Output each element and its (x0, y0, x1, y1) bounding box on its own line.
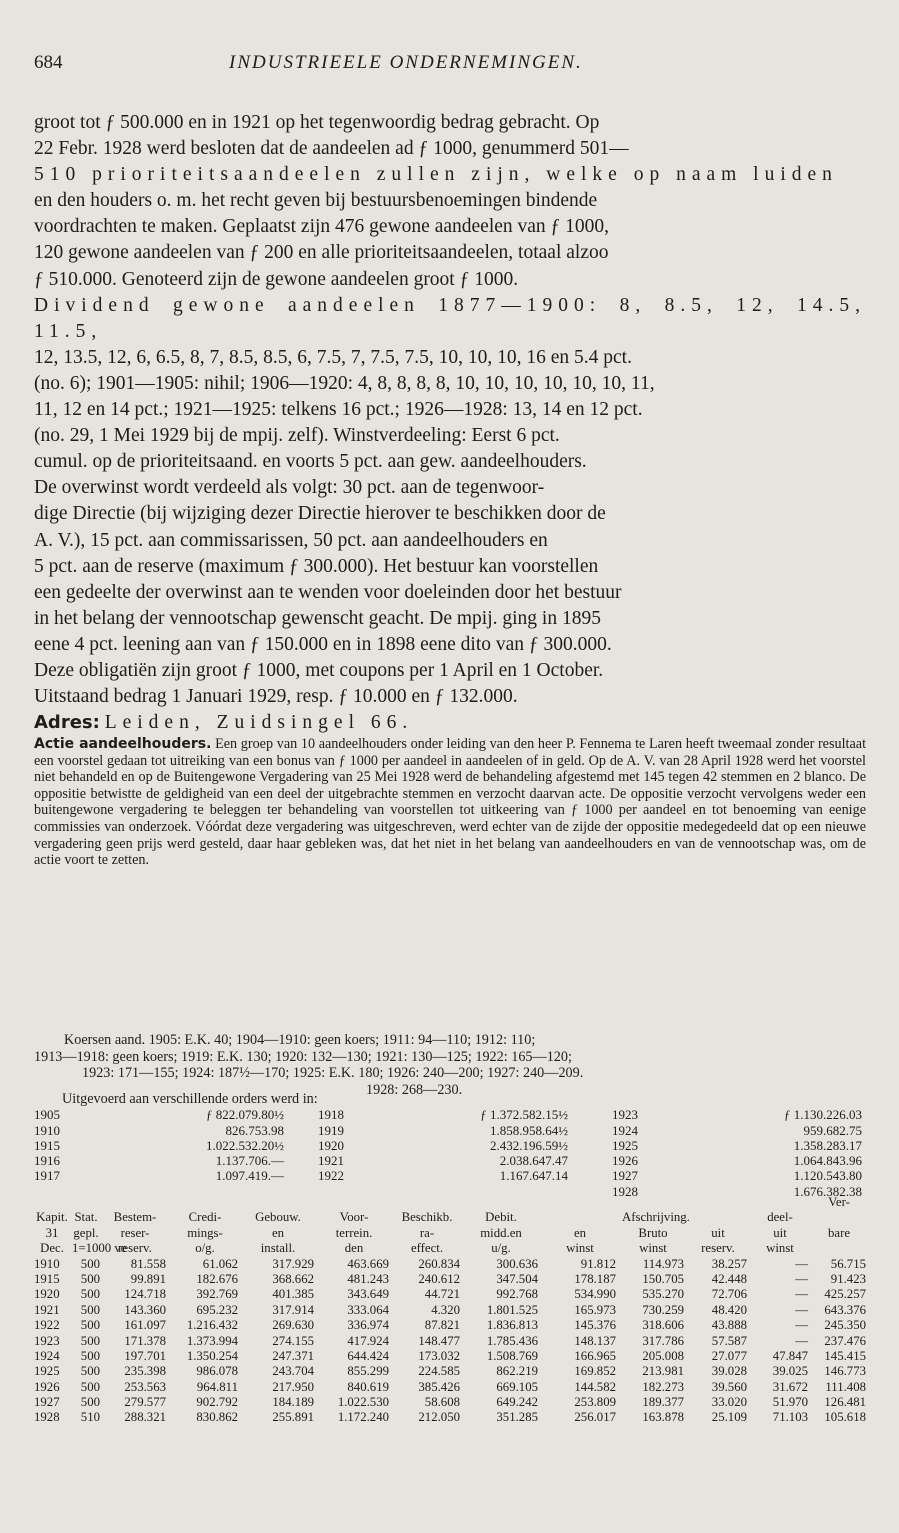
orders-row (34, 1107, 866, 1122)
orders-section (34, 1092, 866, 1199)
table-cell: 243.704 (272, 1364, 314, 1379)
table-cell: — (795, 1256, 808, 1271)
table-cell: 169.852 (574, 1364, 616, 1379)
page-number: 684 (34, 52, 63, 73)
table-cell: 48.420 (711, 1302, 747, 1317)
table-cell: 343.649 (347, 1287, 389, 1302)
text-line: (no. 29, 1 Mei 1929 bij de mpij. zelf). Winstverdeeling: Eerst 6 pct. (34, 425, 560, 447)
table-cell: 902.792 (196, 1395, 238, 1410)
table-row (34, 1380, 866, 1395)
main-text (34, 110, 866, 736)
address-line (34, 710, 866, 736)
table-cell: 500 (80, 1318, 100, 1333)
table-cell: 165.973 (574, 1302, 616, 1317)
table-cell: 500 (80, 1395, 100, 1410)
address-label: Adres: (34, 712, 100, 734)
table-cell: 649.242 (496, 1395, 538, 1410)
orders-cell: 826.753.98 (225, 1122, 284, 1138)
orders-cell: 959.682.75 (803, 1122, 862, 1138)
table-row (34, 1287, 866, 1302)
financial-table (34, 1195, 866, 1426)
table-row (34, 1303, 866, 1318)
column-header: Gebouw. (255, 1210, 301, 1225)
table-cell: 143.360 (124, 1302, 166, 1317)
table-cell: 392.769 (196, 1287, 238, 1302)
table-cell: 163.878 (642, 1410, 684, 1425)
table-row (34, 1349, 866, 1364)
table-cell: 184.189 (272, 1395, 314, 1410)
column-header: 1=1000 ve (72, 1241, 127, 1256)
column-header: uit (711, 1225, 725, 1240)
table-cell: 39.028 (711, 1364, 747, 1379)
column-header: Ver- (828, 1195, 850, 1209)
table-cell: 500 (80, 1348, 100, 1363)
table-cell: 240.612 (418, 1271, 460, 1286)
table-cell: 42.448 (711, 1271, 747, 1286)
table-cell: 274.155 (272, 1333, 314, 1348)
table-cell: 91.812 (580, 1256, 616, 1271)
table-cell: 500 (80, 1379, 100, 1394)
table-cell: 61.062 (202, 1256, 238, 1271)
table-cell: 247.371 (272, 1348, 314, 1363)
table-cell: 333.064 (347, 1302, 389, 1317)
table-cell: 481.243 (347, 1271, 389, 1286)
table-cell: 38.257 (711, 1256, 747, 1271)
table-cell: 145.376 (574, 1318, 616, 1333)
table-cell: 161.097 (124, 1318, 166, 1333)
table-cell: 1.836.813 (486, 1318, 538, 1333)
orders-cell: 1.022.532.20½ (206, 1137, 284, 1153)
text-line: eene 4 pct. leening aan van ƒ 150.000 en in 1898 eene dito van ƒ 300.000. (34, 633, 612, 655)
table-cell: 27.077 (711, 1348, 747, 1363)
table-cell: — (795, 1333, 808, 1348)
table-cell: 1.508.769 (486, 1348, 538, 1363)
table-cell: 1928 (34, 1410, 60, 1425)
table-cell: 862.219 (496, 1364, 538, 1379)
orders-row (34, 1138, 866, 1153)
table-cell: 317.786 (642, 1333, 684, 1348)
column-header: Bestem- (113, 1210, 157, 1225)
orders-cell: 1.120.543.80 (793, 1168, 862, 1184)
orders-cell: 1921 (318, 1153, 344, 1169)
column-header: terrein. (335, 1225, 373, 1240)
table-cell: 964.811 (196, 1379, 238, 1394)
table-cell: 695.232 (196, 1302, 238, 1317)
table-cell: 669.105 (496, 1379, 538, 1394)
text-line: in het belang der vennootschap gewenscht geacht. De mpij. ging in 1895 (34, 607, 601, 629)
column-header: en (573, 1225, 587, 1240)
orders-cell: 1927 (612, 1168, 638, 1184)
orders-cell: 1920 (318, 1137, 344, 1153)
orders-cell: 1917 (34, 1168, 60, 1184)
text-line: Dividend gewone aandeelen 1877—1900: 8, 8.5, 12, 14.5, 11.5, (34, 294, 866, 342)
table-cell: 840.619 (347, 1379, 389, 1394)
column-header: winst (766, 1241, 794, 1256)
table-cell: — (795, 1271, 808, 1286)
orders-row (34, 1153, 866, 1168)
table-cell: 43.888 (711, 1318, 747, 1333)
column-header: Stat. (74, 1210, 98, 1225)
column-header: midd.en (480, 1225, 522, 1240)
koersen-line: 1928: 268—230. (366, 1081, 463, 1098)
table-cell: 535.270 (642, 1287, 684, 1302)
table-cell: 178.187 (574, 1271, 616, 1286)
table-cell: 1923 (34, 1333, 60, 1348)
table-cell: 146.773 (824, 1364, 866, 1379)
orders-cell: 1928 (612, 1183, 638, 1199)
column-header: reser- (120, 1225, 150, 1240)
orders-cell: 2.432.196.59½ (490, 1137, 568, 1153)
table-header-row (34, 1241, 866, 1256)
orders-cell: ƒ 1.130.226.03 (784, 1107, 862, 1123)
text-line: 5 pct. aan de reserve (maximum ƒ 300.000). Het bestuur kan voorstellen (34, 555, 599, 577)
table-cell: — (795, 1287, 808, 1302)
text-line: (no. 6); 1901—1905: nihil; 1906—1920: 4, 8, 8, 8, 8, 10, 10, 10, 10, 10, 10, 11, (34, 372, 655, 394)
table-cell: 71.103 (772, 1410, 808, 1425)
koersen-line: Koersen aand. 1905: E.K. 40; 1904—1910: geen koers; 1911: 94—110; 1912: 110; (64, 1032, 536, 1048)
text-line: groot tot ƒ 500.000 en in 1921 op het tegenwoordig bedrag gebracht. Op (34, 112, 600, 133)
table-cell: 99.891 (130, 1271, 166, 1286)
table-cell: 235.398 (124, 1364, 166, 1379)
table-cell: 1910 (34, 1256, 60, 1271)
table-header-row (34, 1195, 866, 1210)
table-cell: — (795, 1318, 808, 1333)
text-line: 12, 13.5, 12, 6, 6.5, 8, 7, 8.5, 8.5, 6, 7.5, 7, 7.5, 7.5, 10, 10, 10, 16 en 5.4 pct. (34, 346, 632, 368)
column-header: reserv. (701, 1241, 735, 1256)
table-cell: 425.257 (824, 1287, 866, 1302)
table-cell: 279.577 (124, 1395, 166, 1410)
column-header: den (344, 1241, 364, 1256)
text-line: dige Directie (bij wijziging dezer Directie hierover te beschikken door de (34, 503, 606, 525)
table-cell: 269.630 (272, 1318, 314, 1333)
orders-cell: ƒ 822.079.80½ (206, 1107, 284, 1123)
running-title: INDUSTRIEELE ONDERNEMINGEN. (229, 52, 583, 73)
table-cell: 256.017 (574, 1410, 616, 1425)
table-cell: 500 (80, 1333, 100, 1348)
column-header: 31 (45, 1225, 59, 1240)
orders-table (34, 1107, 866, 1199)
text-line: 11, 12 en 14 pct.; 1921—1925: telkens 16 pct.; 1926—1928: 13, 14 en 12 pct. (34, 399, 643, 421)
text-line: voordrachten te maken. Geplaatst zijn 476 gewone aandeelen van ƒ 1000, (34, 216, 610, 238)
orders-cell: 1.167.647.14 (499, 1168, 568, 1184)
column-header: Voor- (339, 1210, 369, 1225)
table-cell: 81.558 (130, 1256, 166, 1271)
table-cell: 336.974 (347, 1318, 389, 1333)
koersen-line: 1913—1918: geen koers; 1919: E.K. 130; 1920: 132—130; 1921: 130—125; 1922: 165—120; (34, 1048, 572, 1065)
table-cell: 91.423 (830, 1271, 866, 1286)
column-header: gepl. (73, 1225, 99, 1240)
table-cell: 72.706 (711, 1287, 747, 1302)
address-value: Leiden, Zuidsingel 66. (104, 712, 414, 734)
table-cell: 730.259 (642, 1302, 684, 1317)
table-row (34, 1318, 866, 1333)
table-cell: 1922 (34, 1318, 60, 1333)
koersen-section (34, 1032, 866, 1098)
orders-cell: ƒ 1.372.582.15½ (480, 1107, 568, 1123)
table-cell: 1920 (34, 1287, 60, 1302)
column-header: reserv. (118, 1241, 152, 1256)
column-header: install. (260, 1241, 296, 1256)
table-cell: 144.582 (574, 1379, 616, 1394)
table-cell: 189.377 (642, 1395, 684, 1410)
orders-cell: 1922 (318, 1168, 344, 1184)
actie-section (34, 736, 866, 869)
orders-cell: 1.358.283.17 (793, 1137, 862, 1153)
table-cell: 385.426 (418, 1379, 460, 1394)
column-header: winst (639, 1241, 667, 1256)
running-header (34, 52, 865, 82)
table-cell: 1.022.530 (337, 1395, 389, 1410)
table-cell: 148.477 (418, 1333, 460, 1348)
table-cell: 288.321 (124, 1410, 166, 1425)
table-row (34, 1395, 866, 1410)
text-line: cumul. op de prioriteitsaand. en voorts 5 pct. aan gew. aandeelhouders. (34, 451, 587, 473)
table-cell: — (795, 1302, 808, 1317)
table-row (34, 1410, 866, 1425)
table-cell: 25.109 (711, 1410, 747, 1425)
orders-cell: 1.097.419.— (215, 1168, 284, 1184)
text-line: 120 gewone aandeelen van ƒ 200 en alle prioriteitsaandeelen, totaal alzoo (34, 242, 609, 264)
column-header: effect. (410, 1241, 444, 1256)
table-cell: 4.320 (431, 1302, 460, 1317)
table-cell: 500 (80, 1364, 100, 1379)
table-cell: 317.914 (272, 1302, 314, 1317)
orders-row (34, 1123, 866, 1138)
table-cell: 1.373.994 (186, 1333, 238, 1348)
table-header-row (34, 1210, 866, 1225)
table-cell: 111.408 (825, 1379, 866, 1394)
orders-cell: 1926 (612, 1153, 638, 1169)
column-header: mings- (187, 1225, 223, 1240)
column-header: Beschikb. (401, 1210, 453, 1225)
table-cell: 166.965 (574, 1348, 616, 1363)
table-cell: 986.078 (196, 1364, 238, 1379)
text-line: 510 prioriteitsaandeelen zullen zijn, welke op naam luiden (34, 164, 838, 186)
orders-cell: 1.137.706.— (215, 1153, 284, 1169)
orders-cell: 1.676.382.38 (793, 1183, 862, 1199)
table-cell: 245.350 (824, 1318, 866, 1333)
table-cell: 347.504 (496, 1271, 538, 1286)
table-cell: 197.701 (124, 1348, 166, 1363)
table-cell: 368.662 (272, 1271, 314, 1286)
table-row (34, 1364, 866, 1379)
table-cell: 644.424 (347, 1348, 389, 1363)
table-cell: 260.834 (418, 1256, 460, 1271)
table-cell: 173.032 (418, 1348, 460, 1363)
orders-row (34, 1168, 866, 1183)
table-cell: 1.172.240 (337, 1410, 389, 1425)
table-cell: 992.768 (496, 1287, 538, 1302)
table-cell: 500 (80, 1302, 100, 1317)
text-line: De overwinst wordt verdeeld als volgt: 30 pct. aan de tegenwoor- (34, 477, 545, 499)
koersen-line: 1923: 171—155; 1924: 187½—170; 1925: E.K. 180; 1926: 240—200; 1927: 240—209. (82, 1065, 584, 1082)
table-cell: 182.273 (642, 1379, 684, 1394)
orders-cell: 1924 (612, 1122, 638, 1138)
table-cell: 500 (80, 1287, 100, 1302)
column-header: bare (827, 1225, 851, 1240)
table-cell: 417.924 (347, 1333, 389, 1348)
table-cell: 534.990 (574, 1287, 616, 1302)
table-cell: 300.636 (496, 1256, 538, 1271)
table-cell: 87.821 (424, 1318, 460, 1333)
table-cell: 1924 (34, 1348, 60, 1363)
table-header-row (34, 1226, 866, 1241)
table-cell: 500 (80, 1256, 100, 1271)
table-cell: 317.929 (272, 1256, 314, 1271)
table-cell: 463.669 (347, 1256, 389, 1271)
orders-caption: Uitgevoerd aan verschillende orders werd in: (62, 1091, 318, 1107)
table-cell: 57.587 (711, 1333, 747, 1348)
orders-cell: 1916 (34, 1153, 60, 1169)
table-cell: 351.285 (496, 1410, 538, 1425)
table-row (34, 1272, 866, 1287)
actie-label: Actie aandeelhouders. (34, 736, 212, 752)
table-cell: 253.563 (124, 1379, 166, 1394)
actie-text: Een groep van 10 aandeelhouders onder leiding van den heer P. Fennema te Laren heeft tweemaal zonder resultaat een voorstel gedaan tot uitreiking van een bonus van ƒ 1000 per aandeel in aandeelen of in geld. Op de A. V. van 28 April 1928 werd het voorstel niet behandeld en op de Buitengewone Vergadering van 25 Mei 1928 werd de behandeling afgestemd met 145 tegen 42 stemmen en 2 blanco. De oppositie betwistte de geldigheid van een deel der uitgebrachte stemmen en verzocht daarvan acte. De oppositie verzocht vervolgens weder een buitengewone vergadering te beleggen ter behandeling van voorstellen tot uitkeering van ƒ 1000 per aandeel en tot benoeming van eenige commissies van onderzoek. Vóórdat deze vergadering was uitgeschreven, werd echter van de zijde der oppositie medegedeeld dat op een nieuwe vergadering geen prijs werd gesteld, daar haar gebleken was, dat het niet in het belang van aandeelhouders en van de vennootschap was, om de actie voort te zetten. (34, 736, 867, 869)
table-row (34, 1257, 866, 1272)
table-cell: 51.970 (772, 1395, 808, 1410)
table-cell: 830.862 (196, 1410, 238, 1425)
table-cell: 855.299 (347, 1364, 389, 1379)
orders-cell: 1910 (34, 1122, 60, 1138)
table-cell: 1915 (34, 1271, 60, 1286)
table-cell: 318.606 (642, 1318, 684, 1333)
orders-cell: 1923 (612, 1107, 638, 1123)
table-cell: 1.216.432 (186, 1318, 238, 1333)
table-cell: 1.801.525 (486, 1302, 538, 1317)
table-cell: 401.385 (272, 1287, 314, 1302)
column-header: Kapit. (36, 1210, 68, 1225)
column-header: Afschrijving. (622, 1210, 690, 1225)
column-header: o/g. (195, 1241, 215, 1256)
table-cell: 44.721 (424, 1287, 460, 1302)
table-cell: 105.618 (824, 1410, 866, 1425)
table-cell: 255.891 (272, 1410, 314, 1425)
table-cell: 56.715 (830, 1256, 866, 1271)
column-header: Debit. (485, 1210, 517, 1225)
table-cell: 205.008 (642, 1348, 684, 1363)
table-cell: 124.718 (124, 1287, 166, 1302)
table-cell: 1927 (34, 1395, 60, 1410)
column-header: ra- (419, 1225, 435, 1240)
column-header: uit (773, 1225, 787, 1240)
orders-cell: 1919 (318, 1122, 344, 1138)
table-cell: 1926 (34, 1379, 60, 1394)
orders-cell: 1925 (612, 1137, 638, 1153)
orders-cell: 1.858.958.64½ (490, 1122, 568, 1138)
text-line: 22 Febr. 1928 werd besloten dat de aandeelen ad ƒ 1000, genummerd 501— (34, 138, 629, 160)
table-cell: 217.950 (272, 1379, 314, 1394)
text-line: een gedeelte der overwinst aan te wenden voor doeleinden door het bestuur (34, 581, 622, 603)
column-header: winst (566, 1241, 594, 1256)
table-cell: 150.705 (642, 1271, 684, 1286)
table-cell: 182.676 (196, 1271, 238, 1286)
orders-cell: 1915 (34, 1137, 60, 1153)
table-row (34, 1334, 866, 1349)
column-header: u/g. (491, 1241, 511, 1256)
table-cell: 643.376 (824, 1302, 866, 1317)
table-cell: 1.785.436 (486, 1333, 538, 1348)
table-cell: 39.025 (772, 1364, 808, 1379)
table-cell: 58.608 (424, 1395, 460, 1410)
text-line: Deze obligatiën zijn groot ƒ 1000, met coupons per 1 April en 1 October. (34, 659, 604, 681)
table-cell: 148.137 (574, 1333, 616, 1348)
table-cell: 1925 (34, 1364, 60, 1379)
orders-cell: 1905 (34, 1107, 60, 1123)
column-header: deel- (767, 1210, 793, 1225)
orders-cell: 1918 (318, 1107, 344, 1123)
table-cell: 237.476 (824, 1333, 866, 1348)
text-line: en den houders o. m. het recht geven bij bestuursbenoemingen bindende (34, 190, 598, 212)
table-cell: 33.020 (711, 1395, 747, 1410)
column-header: Bruto (638, 1225, 668, 1240)
table-cell: 145.415 (824, 1348, 866, 1363)
table-cell: 126.481 (824, 1395, 866, 1410)
table-cell: 114.973 (642, 1256, 684, 1271)
orders-cell: 2.038.647.47 (499, 1153, 568, 1169)
table-cell: 47.847 (772, 1348, 808, 1363)
table-cell: 171.378 (124, 1333, 166, 1348)
table-cell: 31.672 (772, 1379, 808, 1394)
table-cell: 510 (80, 1410, 100, 1425)
text-line: ƒ 510.000. Genoteerd zijn de gewone aandeelen groot ƒ 1000. (34, 268, 519, 290)
table-cell: 224.585 (418, 1364, 460, 1379)
table-cell: 212.050 (418, 1410, 460, 1425)
table-cell: 39.560 (711, 1379, 747, 1394)
table-cell: 213.981 (642, 1364, 684, 1379)
column-header: Credi- (188, 1210, 222, 1225)
text-line: Uitstaand bedrag 1 Januari 1929, resp. ƒ 10.000 en ƒ 132.000. (34, 686, 518, 708)
table-cell: 500 (80, 1271, 100, 1286)
table-cell: 253.809 (574, 1395, 616, 1410)
column-header: en (271, 1225, 285, 1240)
column-header: Dec. (40, 1241, 64, 1256)
orders-cell: 1.064.843.96 (793, 1153, 862, 1169)
table-cell: 1921 (34, 1302, 60, 1317)
table-cell: 1.350.254 (186, 1348, 238, 1363)
text-line: A. V.), 15 pct. aan commissarissen, 50 pct. aan aandeelhouders en (34, 529, 548, 551)
